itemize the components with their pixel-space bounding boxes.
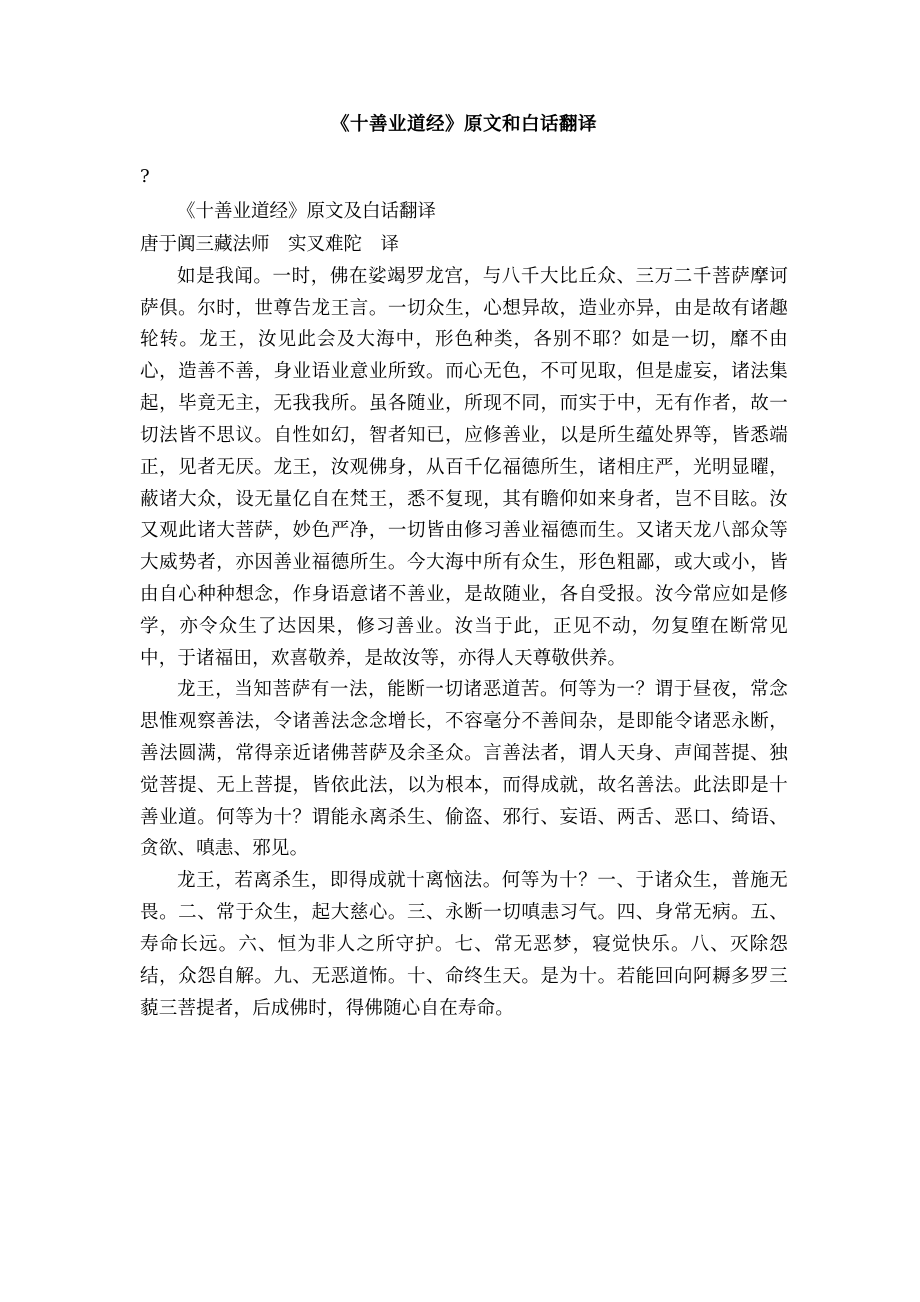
body-paragraph: 龙王，若离杀生，即得成就十离恼法。何等为十？一、于诸众生，普施无畏。二、常于众生，起大慈心。三、永断一切嗔恚习气。四、身常无病。五、寿命长远。六、恒为非人之所守护。七、常无恶梦，寝觉快乐。八、灭除怨结，众怨自解。九、无恶道怖。十、命终生天。是为十。若能回向阿耨多罗三藐三菩提者，后成佛时，得佛随心自在寿命。 [140,870,788,1019]
page-title: 《十善业道经》原文和白话翻译 [330,114,597,135]
body-paragraph: 如是我闻。一时，佛在娑竭罗龙宫，与八千大比丘众、三万二千菩萨摩诃萨俱。尔时，世尊告龙王言。一切众生，心想异故，造业亦异，由是故有诸趣轮转。龙王，汝见此会及大海中，形色种类，各别不耶？如是一切，靡不由心，造善不善，身业语业意业所致。而心无色，不可见取，但是虚妄，诸法集起，毕竟无主，无我我所。虽各随业，所现不同，而实于中，无有作者，故一切法皆不思议。自性如幻，智者知已，应修善业，以是所生蕴处界等，皆悉端正，见者无厌。龙王，汝观佛身，从百千亿福德所生，诸相庄严，光明显曜，蔽诸大众，设无量亿自在梵王，悉不复现，其有瞻仰如来身者，岂不目眩。汝又观此诸大菩萨，妙色严净，一切皆由修习善业福德而生。又诸天龙八部众等大威势者，亦因善业福德所生。今大海中所有众生，形色粗鄙，或大或小，皆由自心种种想念，作身语意诸不善业，是故随业，各自受报。汝今常应如是修学，亦令众生了达因果，修习善业。汝当于此，正见不动，勿复堕在断常见中，于诸福田，欢喜敬养，是故汝等，亦得人天尊敬供养。 [140,265,788,669]
translator-line: 唐于阗三藏法师 实叉难陀 译 [140,234,400,256]
stray-question-mark: ? [140,165,150,187]
body-paragraph: 龙王，当知菩萨有一法，能断一切诸恶道苦。何等为一？谓于昼夜，常念思惟观察善法，令诸善法念念增长，不容毫分不善间杂，是即能令诸恶永断，善法圆满，常得亲近诸佛菩萨及余圣众。言善法者，谓人天身、声闻菩提、独觉菩提、无上菩提，皆依此法，以为根本，而得成就，故名善法。此法即是十善业道。何等为十？谓能永离杀生、偷盗、邪行、妄语、两舌、恶口、绮语、贪欲、嗔恚、邪见。 [140,679,788,860]
document-subtitle: 《十善业道经》原文及白话翻译 [177,200,437,222]
document-content [140,112,788,1024]
